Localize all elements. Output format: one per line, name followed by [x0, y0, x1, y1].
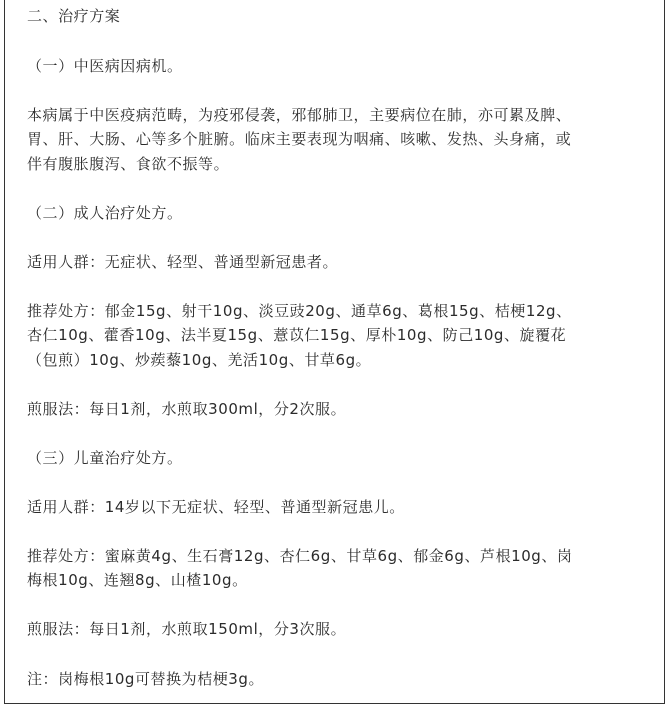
section-title: 二、治疗方案 — [27, 7, 121, 25]
child-target-population: 适用人群：14岁以下无症状、轻型、普通型新冠患儿。 — [27, 498, 405, 516]
adult-prescription-line: 推荐处方：郁金15g、射干10g、淡豆豉20g、通草6g、葛根15g、桔梗12g、 — [27, 302, 572, 320]
adult-prescription-line: 杏仁10g、藿香10g、法半夏15g、薏苡仁15g、厚朴10g、防己10g、旋覆花 — [27, 326, 567, 344]
subsection-title-tcm-pathogenesis: （一）中医病因病机。 — [27, 57, 183, 75]
subsection-title-child-prescription: （三）儿童治疗处方。 — [27, 449, 183, 467]
subsection-title-adult-prescription: （二）成人治疗处方。 — [27, 204, 183, 222]
child-prescription-line: 推荐处方：蜜麻黄4g、生石膏12g、杏仁6g、甘草6g、郁金6g、芦根10g、岗 — [27, 547, 573, 565]
child-decoction-method: 煎服法：每日1剂，水煎取150ml，分3次服。 — [27, 620, 347, 638]
substitution-note: 注：岗梅根10g可替换为桔梗3g。 — [27, 670, 265, 688]
pathogenesis-line: 胃、肝、大肠、心等多个脏腑。临床主要表现为咽痛、咳嗽、发热、头身痛，或 — [27, 130, 572, 148]
adult-target-population: 适用人群：无症状、轻型、普通型新冠患者。 — [27, 253, 339, 271]
child-prescription-line: 梅根10g、连翘8g、山楂10g。 — [27, 571, 248, 589]
pathogenesis-line: 伴有腹胀腹泻、食欲不振等。 — [27, 155, 230, 173]
adult-decoction-method: 煎服法：每日1剂，水煎取300ml，分2次服。 — [27, 400, 347, 418]
pathogenesis-line: 本病属于中医疫病范畴，为疫邪侵袭，邪郁肺卫，主要病位在肺，亦可累及脾、 — [27, 106, 572, 124]
adult-prescription-line: （包煎）10g、炒蒺藜10g、羌活10g、甘草6g。 — [27, 351, 372, 369]
